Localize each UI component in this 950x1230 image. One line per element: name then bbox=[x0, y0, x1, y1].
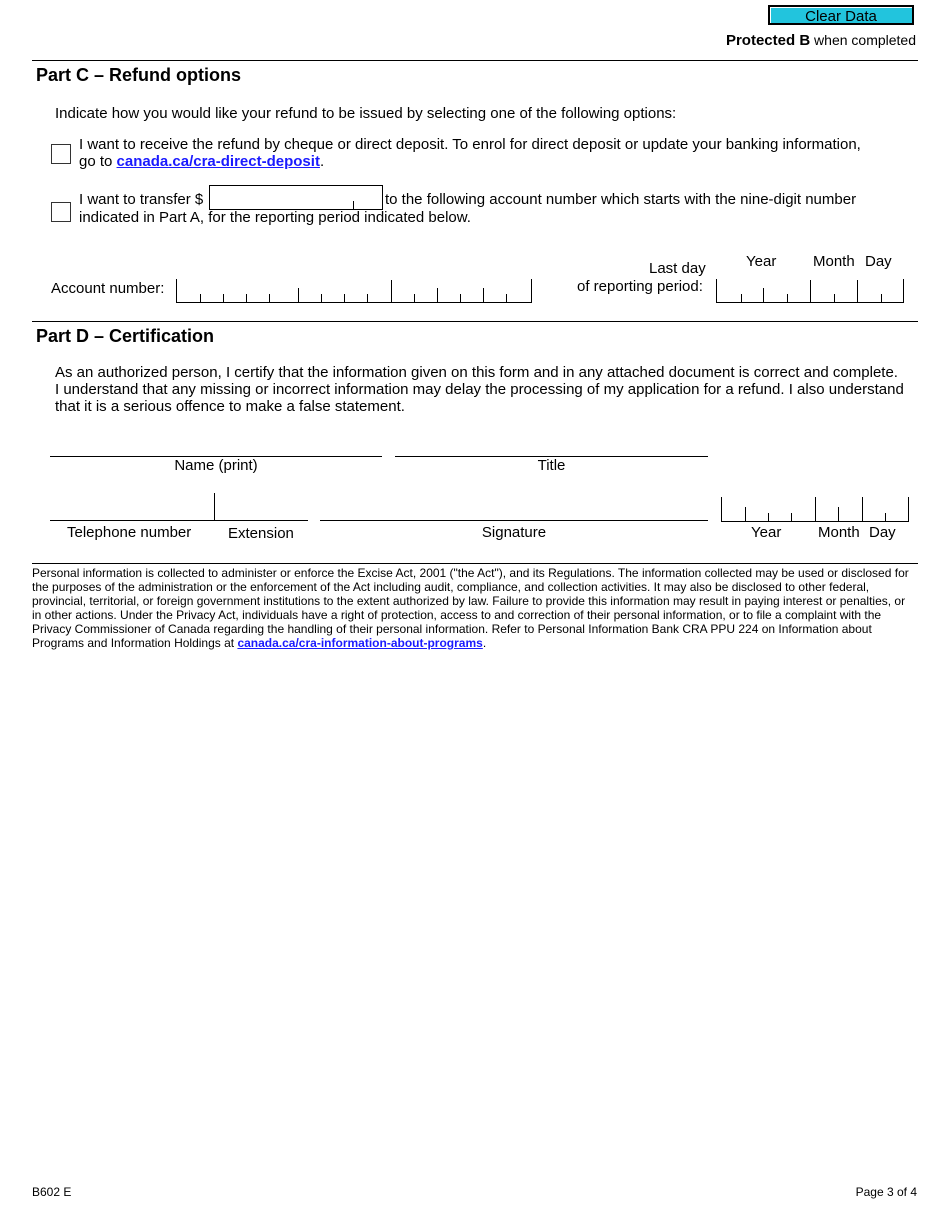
comb-divider bbox=[791, 513, 792, 521]
account-number-label: Account number: bbox=[51, 280, 165, 297]
year-label-c: Year bbox=[746, 253, 777, 270]
comb-divider bbox=[857, 280, 858, 302]
extension-divider bbox=[214, 493, 215, 521]
comb-divider bbox=[414, 294, 415, 302]
comb-divider bbox=[298, 288, 299, 302]
comb-divider bbox=[321, 294, 322, 302]
privacy-statement bbox=[32, 566, 912, 650]
option1-goto: go to bbox=[79, 153, 117, 170]
part-d-title: Part D – Certification bbox=[36, 326, 215, 346]
option2-prefix: I want to transfer $ bbox=[79, 191, 204, 208]
extension-label: Extension bbox=[228, 525, 294, 542]
information-about-programs-link[interactable]: canada.ca/cra-information-about-programs bbox=[237, 636, 483, 650]
comb-divider bbox=[437, 288, 438, 302]
comb-divider bbox=[787, 294, 788, 302]
telephone-label: Telephone number bbox=[67, 524, 192, 541]
refund-transfer-checkbox[interactable] bbox=[51, 202, 71, 222]
comb-divider bbox=[269, 294, 270, 302]
top-divider bbox=[32, 60, 918, 61]
last-day-label: Last day bbox=[649, 260, 706, 277]
privacy-text: Personal information is collected to administer or enforce the Excise Act, 2001 ("the Act"), and its Regulations. The information collected may be used or disclosed for the purposes of the administration or the enforcement of the Act including audit, compliance, and collection activities. It may also be disclosed to other federal, provincial, territorial, or foreign government institutions to the extent authorized by law. Failure to provide this information may result in paying interest or penalties, or in other actions. Under the Privacy Act, individuals have a right of protection, access to and correction of their personal information, or to file a complaint with the Privacy Commissioner of Canada regarding the handling of their personal information. Refer to Personal Information Bank CRA PPU 224 on Information about Programs and Information Holdings at bbox=[32, 566, 909, 650]
signature-label: Signature bbox=[481, 524, 547, 541]
month-label-c: Month bbox=[813, 253, 855, 270]
comb-divider bbox=[460, 294, 461, 302]
comb-divider bbox=[810, 280, 811, 302]
comb-divider bbox=[200, 294, 201, 302]
refund-cheque-checkbox[interactable] bbox=[51, 144, 71, 164]
comb-divider bbox=[506, 294, 507, 302]
option1-text-block bbox=[79, 136, 909, 170]
comb-divider bbox=[483, 288, 484, 302]
comb-divider bbox=[223, 294, 224, 302]
option1-line2 bbox=[79, 153, 909, 170]
comb-divider bbox=[834, 294, 835, 302]
comb-divider bbox=[741, 294, 742, 302]
account-number-input[interactable] bbox=[176, 279, 532, 303]
comb-divider bbox=[862, 497, 863, 521]
reporting-period-date-input[interactable] bbox=[716, 279, 904, 303]
part-c-d-divider bbox=[32, 321, 918, 322]
year-label-d: Year bbox=[751, 524, 782, 541]
comb-divider bbox=[881, 294, 882, 302]
comb-divider bbox=[344, 294, 345, 302]
option1-period: . bbox=[319, 153, 325, 170]
comb-divider bbox=[391, 280, 392, 302]
comb-divider bbox=[768, 513, 769, 521]
direct-deposit-link[interactable]: canada.ca/cra-direct-deposit bbox=[116, 153, 320, 170]
protected-notice bbox=[726, 32, 916, 49]
part-c-intro: Indicate how you would like your refund to be issued by selecting one of the following options: bbox=[55, 105, 677, 122]
privacy-end: . bbox=[482, 636, 487, 650]
option2-suffix: to the following account number which starts with the nine-digit number bbox=[385, 191, 857, 208]
privacy-divider bbox=[32, 563, 918, 564]
form-id: B602 E bbox=[32, 1185, 72, 1199]
page-number: Page 3 of 4 bbox=[855, 1185, 917, 1199]
option1-line1: I want to receive the refund by cheque or direct deposit. To enrol for direct deposit or update your banking information, bbox=[79, 136, 861, 153]
name-label: Name (print) bbox=[174, 457, 258, 474]
title-label: Title bbox=[537, 457, 566, 474]
clear-data-button[interactable]: Clear Data bbox=[768, 5, 914, 25]
certification-statement: As an authorized person, I certify that the information given on this form and in any attached document is correct and complete. I understand that any missing or incorrect information may delay the processing of my application for a refund. I also understand that it is a serious offence to make a false statement. bbox=[55, 364, 904, 415]
comb-divider bbox=[815, 497, 816, 521]
comb-divider bbox=[367, 294, 368, 302]
reporting-period-label: of reporting period: bbox=[577, 278, 703, 295]
comb-divider bbox=[246, 294, 247, 302]
signature-date-input[interactable] bbox=[721, 497, 909, 522]
comb-divider bbox=[763, 288, 764, 302]
protected-label: Protected B bbox=[725, 32, 811, 49]
day-label-d: Day bbox=[869, 524, 896, 541]
protected-suffix: when completed bbox=[810, 32, 916, 48]
option2-line2: indicated in Part A, for the reporting period indicated below. bbox=[79, 209, 471, 226]
part-c-title: Part C – Refund options bbox=[36, 65, 242, 85]
day-label-c: Day bbox=[865, 253, 892, 270]
comb-divider bbox=[838, 507, 839, 521]
telephone-line[interactable] bbox=[50, 520, 308, 521]
comb-divider bbox=[745, 507, 746, 521]
transfer-amount-input[interactable] bbox=[209, 185, 383, 210]
signature-line[interactable] bbox=[320, 520, 708, 521]
month-label-d: Month bbox=[818, 524, 860, 541]
amount-decimal-tick bbox=[353, 201, 354, 209]
comb-divider bbox=[885, 513, 886, 521]
